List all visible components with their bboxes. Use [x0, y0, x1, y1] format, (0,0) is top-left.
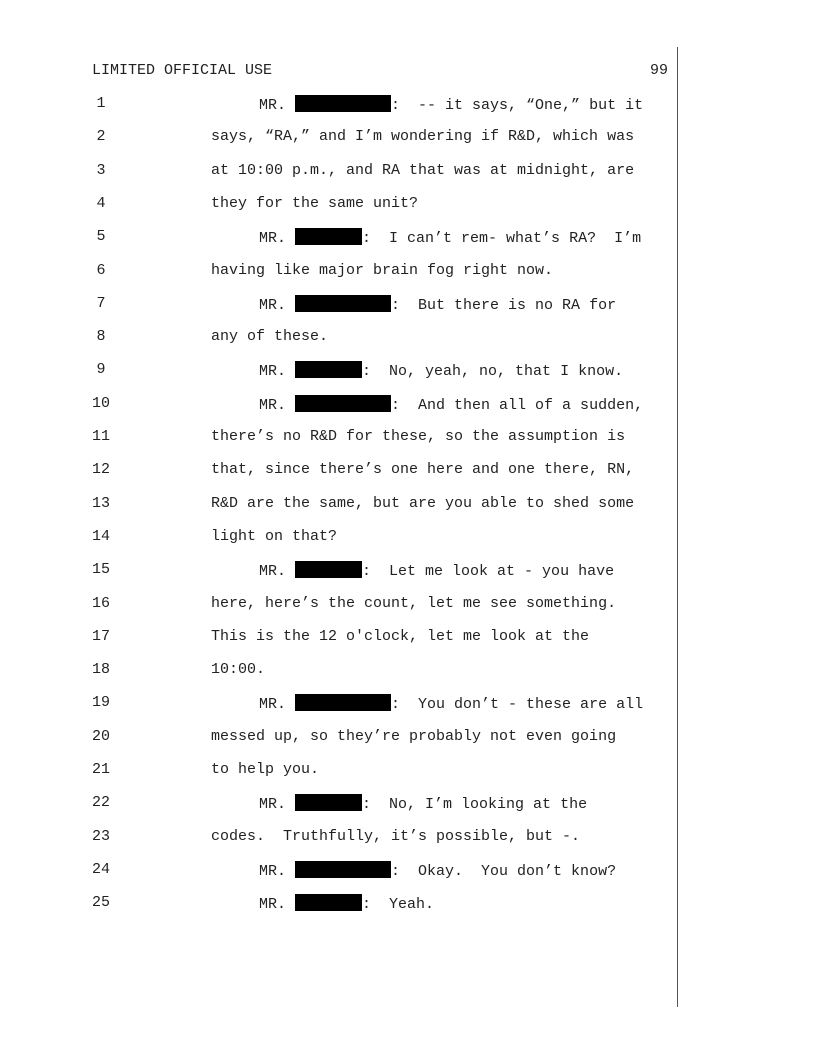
transcript-line [0, 461, 816, 494]
line-number: 3 [96, 161, 106, 179]
speaker-prefix: MR. [259, 696, 287, 714]
transcript-line [0, 361, 816, 394]
line-number: 13 [91, 494, 110, 512]
line-number: 1 [96, 95, 106, 112]
transcript-line [0, 395, 816, 428]
speaker-line [259, 694, 643, 713]
redacted-name [295, 361, 362, 378]
line-text: there’s no R&D for these, so the assumption is [211, 428, 626, 445]
speech-text: : -- it says, “One,” but it [391, 97, 644, 114]
transcript-line [0, 794, 816, 827]
speaker-line [259, 295, 616, 314]
line-text: at 10:00 p.m., and RA that was at midnight, are [211, 161, 635, 179]
speaker-line [259, 395, 643, 414]
speaker-prefix: MR. [259, 230, 287, 248]
line-text: R&D are the same, but are you able to shed some [211, 494, 635, 512]
transcript-line [0, 561, 816, 594]
speaker-line [259, 228, 641, 247]
line-text: says, “RA,” and I’m wondering if R&D, which was [211, 128, 635, 146]
line-number: 12 [91, 461, 110, 479]
transcript-line [0, 128, 816, 161]
line-text: any of these. [211, 328, 329, 346]
line-number: 19 [91, 694, 110, 712]
transcript-line [0, 195, 816, 228]
speaker-prefix: MR. [259, 363, 287, 381]
transcript-line [0, 894, 816, 927]
transcript-line [0, 661, 816, 694]
redacted-name [295, 861, 391, 878]
speech-text: : Okay. You don’t know? [391, 862, 617, 880]
transcript-line [0, 228, 816, 261]
line-number: 4 [96, 194, 106, 212]
redacted-name [295, 561, 362, 578]
speech-text: : Yeah. [362, 896, 435, 914]
line-number: 11 [91, 428, 110, 445]
line-number: 25 [91, 894, 110, 912]
transcript-line [0, 528, 816, 561]
page-number: 99 [649, 62, 668, 79]
redacted-name [295, 228, 362, 245]
line-number: 7 [96, 294, 106, 312]
speaker-line [259, 861, 616, 880]
line-number: 9 [96, 361, 106, 379]
speech-text: : No, yeah, no, that I know. [362, 363, 624, 381]
line-text: light on that? [211, 527, 338, 545]
line-number: 5 [96, 228, 106, 246]
line-text: they for the same unit? [211, 194, 419, 212]
transcript-line [0, 728, 816, 761]
speaker-line [259, 561, 614, 580]
line-number: 2 [96, 128, 106, 146]
line-number: 18 [91, 661, 110, 679]
redacted-name [295, 395, 391, 412]
transcript-line [0, 262, 816, 295]
speech-text: : I can’t rem- what’s RA? I’m [362, 230, 642, 248]
speaker-prefix: MR. [259, 396, 287, 414]
speaker-prefix: MR. [259, 97, 287, 114]
speaker-prefix: MR. [259, 563, 287, 581]
speech-text: : But there is no RA for [391, 296, 617, 314]
line-text: 10:00. [211, 661, 266, 679]
line-number: 6 [96, 261, 106, 279]
transcript-line [0, 328, 816, 361]
speech-text: : No, I’m looking at the [362, 796, 588, 814]
line-number: 10 [91, 394, 110, 412]
redacted-name [295, 295, 391, 312]
speaker-line [259, 894, 434, 913]
line-text: codes. Truthfully, it’s possible, but -. [211, 827, 581, 845]
line-text: to help you. [211, 761, 320, 778]
redacted-name [295, 95, 391, 112]
transcript-line [0, 694, 816, 727]
speaker-prefix: MR. [259, 862, 287, 880]
line-text: messed up, so they’re probably not even going [211, 727, 617, 745]
line-number: 23 [91, 827, 110, 845]
line-number: 14 [91, 527, 110, 545]
line-text: here, here’s the count, let me see something. [211, 594, 617, 612]
speaker-prefix: MR. [259, 796, 287, 814]
transcript-line [0, 828, 816, 861]
transcript-line [0, 595, 816, 628]
speaker-prefix: MR. [259, 296, 287, 314]
transcript-line [0, 162, 816, 195]
line-text: that, since there’s one here and one there, RN, [211, 461, 635, 479]
line-text: having like major brain fog right now. [211, 261, 554, 279]
speaker-line [259, 361, 623, 380]
transcript-line [0, 628, 816, 661]
transcript-line [0, 95, 816, 128]
speech-text: : Let me look at - you have [362, 563, 615, 581]
transcript-line [0, 761, 816, 794]
redacted-name [295, 794, 362, 811]
transcript-line [0, 861, 816, 894]
line-text: This is the 12 o'clock, let me look at the [211, 627, 590, 645]
transcript-line [0, 495, 816, 528]
line-number: 20 [91, 727, 110, 745]
redacted-name [295, 694, 391, 711]
line-number: 22 [91, 794, 110, 812]
line-number: 24 [91, 860, 110, 878]
line-number: 21 [91, 761, 110, 778]
speech-text: : And then all of a sudden, [391, 396, 644, 414]
speech-text: : You don’t - these are all [391, 696, 644, 714]
line-number: 17 [91, 627, 110, 645]
line-number: 15 [91, 561, 110, 579]
speaker-prefix: MR. [259, 896, 287, 914]
classification-header: LIMITED OFFICIAL USE [92, 62, 273, 79]
transcript-line [0, 428, 816, 461]
line-number: 8 [96, 328, 106, 346]
speaker-line [259, 794, 587, 813]
speaker-line [259, 95, 643, 114]
redacted-name [295, 894, 362, 911]
line-number: 16 [91, 594, 110, 612]
transcript-line [0, 295, 816, 328]
